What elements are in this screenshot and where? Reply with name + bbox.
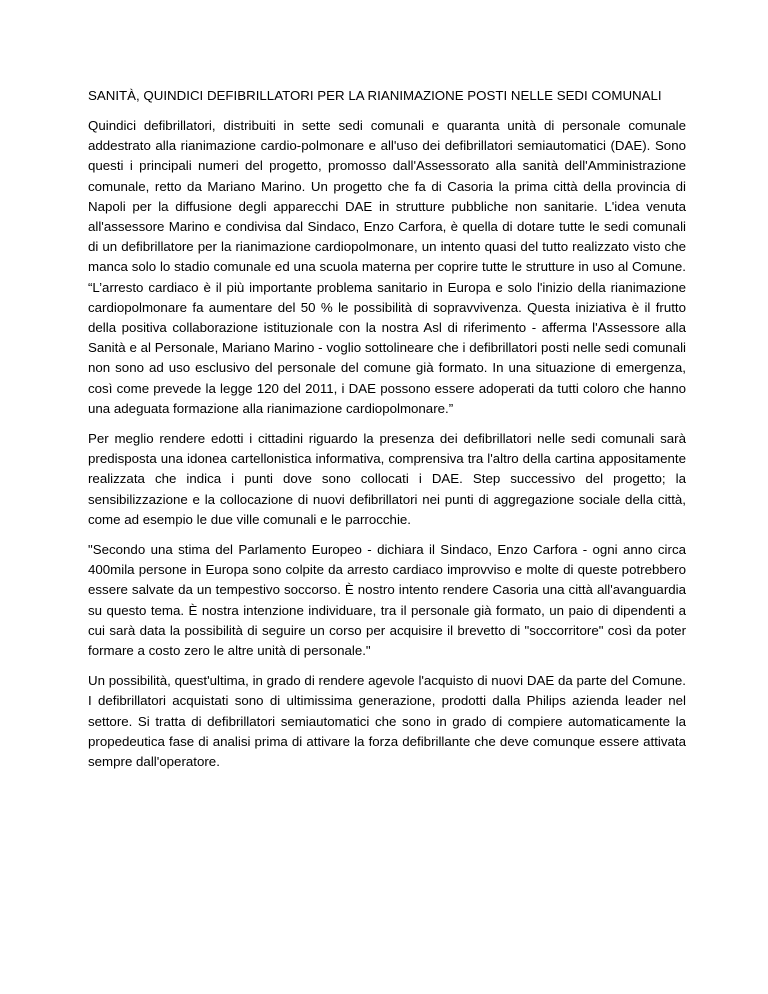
- paragraph-1: Quindici defibrillatori, distribuiti in sette sedi comunali e quaranta unità di personale comunale addestrato alla rianimazione cardio-polmonare e all'uso dei defibrillatori semiautomatici (DAE). Sono questi i principali numeri del progetto, promosso dall'Assessorato alla sanità dell'Amministrazione comunale, retto da Mariano Marino. Un progetto che fa di Casoria la prima città della provincia di Napoli per la diffusione degli apparecchi DAE in strutture pubbliche non sanitarie. L'idea venuta all'assessore Marino e condivisa dal Sindaco, Enzo Carfora, è quella di dotare tutte le sedi comunali di un defibrillatore per la rianimazione cardiopolmonare, un intento quasi del tutto realizzato visto che manca solo lo stadio comunale ed una scuola materna per coprire tutte le strutture in uso al Comune. “L’arresto cardiaco è il più importante problema sanitario in Europa e solo l'inizio della rianimazione cardiopolmonare fa aumentare del 50 % le possibilità di sopravvivenza. Questa iniziativa è il frutto della positiva collaborazione istituzionale con la nostra Asl di riferimento - afferma l'Assessore alla Sanità e al Personale, Mariano Marino - voglio sottolineare che i defibrillatori posti nelle sedi comunali non sono ad uso esclusivo del personale del comune già formato. In una situazione di emergenza, così come prevede la legge 120 del 2011, i DAE possono essere adoperati da tutti coloro che hanno una adeguata formazione alla rianimazione cardiopolmonare.”: [88, 118, 686, 416]
- paragraph-4: Un possibilità, quest'ultima, in grado di rendere agevole l'acquisto di nuovi DAE da parte del Comune. I defibrillatori acquistati sono di ultimissima generazione, prodotti dalla Philips azienda leader nel settore. Si tratta di defibrillatori semiautomatici che sono in grado di compiere automaticamente la propedeutica fase di analisi prima di attivare la forza defibrillante che deve comunque essere attivata sempre dall'operatore.: [88, 673, 686, 770]
- paragraph-2: Per meglio rendere edotti i cittadini riguardo la presenza dei defibrillatori nelle sedi comunali sarà predisposta una idonea cartellonistica informativa, comprensiva tra l'altro della cartina appositamente realizzata che indica i punti dove sono collocati i DAE. Step successivo del progetto; la sensibilizzazione e la collocazione di nuovi defibrillatori nei punti di aggregazione sociale della città, come ad esempio le due ville comunali e le parrocchie.: [88, 431, 686, 527]
- paragraph-3: "Secondo una stima del Parlamento Europeo - dichiara il Sindaco, Enzo Carfora - ogni anno circa 400mila persone in Europa sono colpite da arresto cardiaco improvviso e molte di queste potrebbero essere salvate da un tempestivo soccorso. È nostro intento rendere Casoria una città all'avanguardia su questo tema. È nostra intenzione individuare, tra il personale già formato, un paio di dipendenti a cui sarà data la possibilità di seguire un corso per acquisire il brevetto di "soccorritore" così da poter formare a costo zero le altre unità di personale.": [88, 542, 686, 659]
- document-title: SANITÀ, QUINDICI DEFIBRILLATORI PER LA RIANIMAZIONE POSTI NELLE SEDI COMUNALI: [88, 88, 662, 103]
- document-page: [88, 86, 686, 782]
